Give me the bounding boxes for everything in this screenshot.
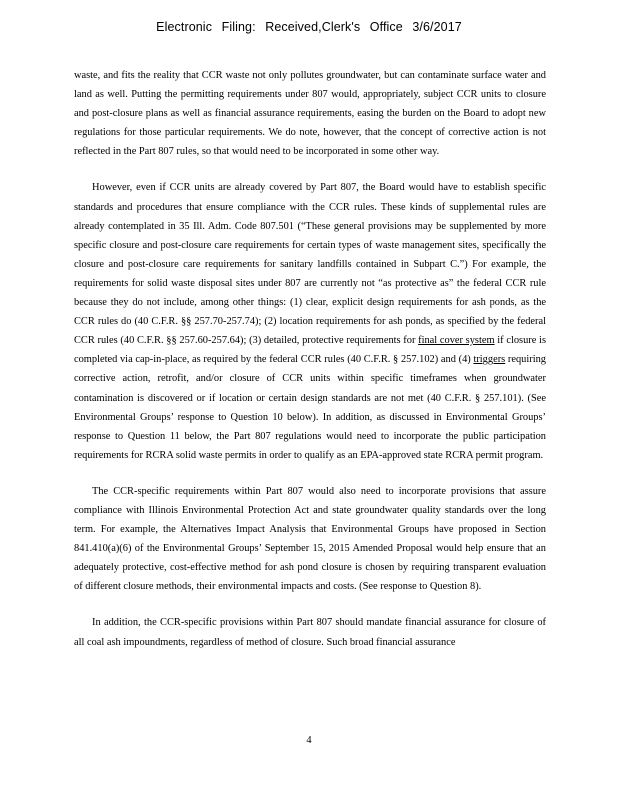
filing-header: Electronic Filing: Received,Clerk's Office 3/6/2017 — [156, 20, 462, 34]
paragraph-3: The CCR-specific requirements within Part 807 would also need to incorporate provisions that assure compliance with Illinois Environmental Protection Act and state groundwater quality standards over the long term. For example, the Alternatives Impact Analysis that Environmental Groups have proposed in Section 841.410(a)(6) of the Environmental Groups’ September 15, 2015 Amended Proposal would help ensure that an adequately protective, cost-effective method for ash pond closure is chosen by requiring transparent evaluation of different closure methods, their environmental impacts and costs. (See response to Question 8). — [74, 485, 546, 593]
paragraph-2-part-2: if closure is completed via cap-in-place, as required by the federal CCR rules (40 C.F.R. § 257.102) and (4) — [74, 335, 546, 366]
paragraph-2 — [74, 178, 546, 464]
paragraph-1: waste, and fits the reality that CCR waste not only pollutes groundwater, but can contaminate surface water and land as well. Putting the permitting requirements under 807 would, appropriately, subject CCR units to closure and post-closure plans as well as financial assurance requirements, easing the burden on the Board to adopt new regulations for those particular requirements. We do note, however, that the concept of corrective action is not reflected in the Part 807 rules, so that would need to be incorporated in some other way. — [74, 70, 546, 158]
page-number: 4 — [306, 735, 312, 746]
paragraph-4: In addition, the CCR-specific provisions within Part 807 should mandate financial assurance for closure of all coal ash impoundments, regardless of method of closure. Such broad financial assurance — [74, 617, 546, 648]
final-cover-system-link[interactable]: final cover system — [418, 335, 495, 347]
paragraph-2-part-3: requiring corrective action, retrofit, and/or closure of CCR units within specific timeframes when groundwater contamination is discovered or if location or certain design standards are not met (40 C.F.R. § 257.101). (See Environmental Groups’ response to Question 10 below). In addition, as discussed in Environmental Groups’ response to Question 11 below, the Part 807 regulations would need to incorporate the public participation requirements for RCRA solid waste permits in order to qualify as an EPA-approved state RCRA permit program. — [74, 354, 547, 461]
triggers-link[interactable]: triggers — [473, 354, 506, 366]
paragraph-2-part-1: However, even if CCR units are already covered by Part 807, the Board would have to establish specific standards and procedures that ensure compliance with the CCR rules. These kinds of supplemental rules are already contemplated in 35 Ill. Adm. Code 807.501 (“These general provisions may be supplemented by more specific closure and post-closure care requirements for certain types of waste management sites, specifically the closure and post-closure care requirements for sanitary landfills contained in Subpart C.”) For example, the requirements for solid waste disposal sites under 807 are currently not “as protective as” the federal CCR rule because they do not include, among other things: (1) clear, explicit design requirements for ash ponds, as the CCR rules do (40 C.F.R. §§ 257.70-257.74); (2) location requirements for ash ponds, as specified by the federal CCR rules (40 C.F.R. §§ 257.60-257.64); (3) detailed, protective requirements for — [74, 182, 546, 347]
document-body — [74, 66, 546, 669]
